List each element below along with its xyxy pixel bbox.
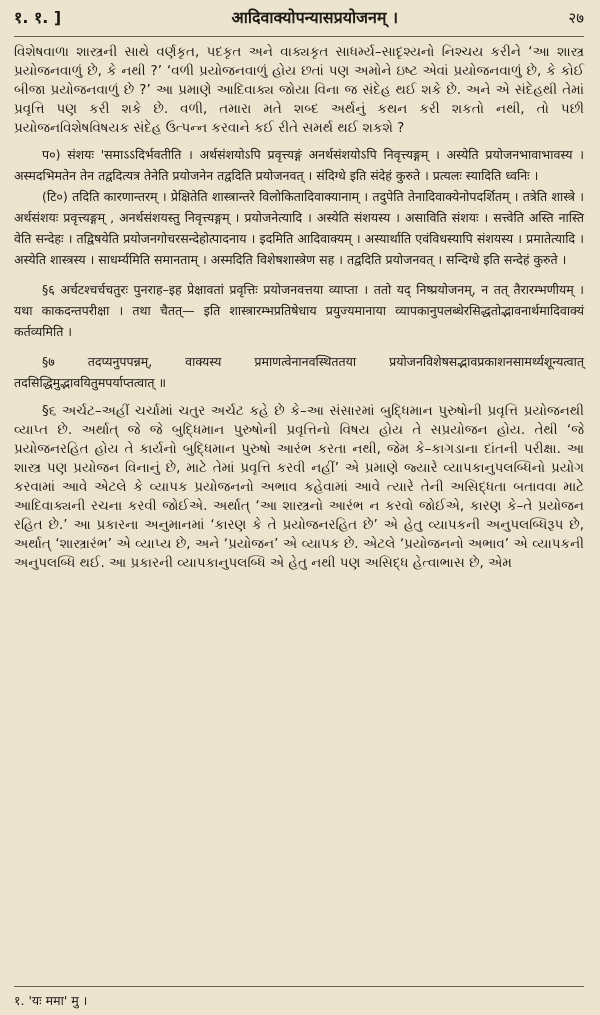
footnote: १. 'यः ममा' मु । <box>14 986 584 1009</box>
gujarati-paragraph-continued: વિશેષવાળા શાસ્ત્રની સાથે વર્ણકૃત, પદકૃત અને વાક્યકૃત સાધર્મ્ય–સાદૃશ્યનો નિશ્ચય કરીને ‘આ શાસ્ત્ર પ્રયોજનવાળું છે, કે નથી ?’ ‘વળી પ્રયોજનવાળું હોય છતાં પણ અમોને ઇષ્ટ એવાં પ્રયોજનવાળું છે, કે કોઈ બીજા પ્રયોજનવાળું છે ?’ આ પ્રમાણે આદિવાક્ય જોયા વિના જ સંદેહ થઈ શકે છે. અને એ સંદેહથી તેમાં પ્રવૃત્તિ પણ કરી શકે છે. વળી, તમારા મતે શબ્દ અર્થનું કથન કરી શકતો નથી, તો પછી પ્રયોજનવિશેષવિષયક સંદેહ ઉત્પન્ન કરવાને કઈ રીતે સમર્થ થઈ શકશે ? <box>14 44 584 136</box>
page-number: २७ <box>568 9 584 27</box>
page-header <box>14 6 584 37</box>
sanskrit-section-6: §६ अर्चटश्चर्चचतुरः पुनराह–इह प्रेक्षावतां प्रवृत्तिः प्रयोजनवत्तया व्याप्ता । ततो यद् निष्प्रयोजनम्, न तत् तैरारम्भणीयम् । यथा काकदन्तपरीक्षा । तथा चैतत्— इति शास्त्रारम्भप्रतिषेधाय प्रयुज्यमानाया व्यापकानुपलब्धेरसिद्धतोद्भावनार्थमादिवाक्यं कर्तव्यमिति । <box>14 282 584 339</box>
sanskrit-note-pa: प०) संशयः 'समाऽऽदिर्भवतीति । अर्थसंशयोऽपि प्रवृत्त्यङ्गं अनर्थसंशयोऽपि निवृत्त्यङ्गम् । अस्येति प्रयोजनभावाभावस्य । अस्मदभिमतेन तेन तद्वदित्यत्र तेनेति प्रयोजनेन तद्वदिति प्रयोजनवत् । संदिग्धे इति संदेहं कुरुते । प्रत्यलः स्यादिति ध्वनिः । <box>14 147 584 183</box>
section-reference: १. १. ] <box>14 8 62 27</box>
gujarati-section-6: §૬ અર્ચટ–અહીં ચર્ચામાં ચતુર અર્ચટ કહે છે કે–આ સંસારમાં બુદ્ધિમાન પુરુષોની પ્રવૃત્તિ પ્રયોજનથી વ્યાપ્ત છે. અર્થાત્ જે જે બુદ્ધિમાન પુરુષોની પ્રવૃત્તિનો વિષય હોય તે સપ્રયોજન હોય. તેથી ‘જે પ્રયોજનરહિત હોય તે કાર્યનો બુદ્ધિમાન પુરુષો આરંભ કરતા નથી, જેમ કે–કાગડાના દાંતની પરીક્ષા. આ શાસ્ત્ર પણ પ્રયોજન વિનાનું છે, માટે તેમાં પ્રવૃત્તિ કરવી નહીં’ એ પ્રમાણે જ્યારે વ્યાપકાનુપલબ્ધિનો પ્રયોગ કરવામાં આવે એટલે કે વ્યાપક પ્રયોજનનો અભાવ કહેવામાં આવે ત્યારે તેની અસિદ્ધતા બતાવવા માટે આદિવાક્યની રચના કરવી જોઈએ. અર્થાત્ ‘આ શાસ્ત્રનો આરંભ ન કરવો જોઈએ, કારણ કે–તે પ્રયોજન રહિત છે.’ આ પ્રકારના અનુમાનમાં ‘કારણ કે તે પ્રયોજનરહિત છે’ એ હેતુ વ્યાપકની અનુપલબ્ધિરૂપ છે, અર્થાત્ ‘શાસ્ત્રારંભ’ એ વ્યાપ્ય છે, અને ‘પ્રયોજન’ એ વ્યાપક છે. એટલે ‘પ્રયોજનનો અભાવ’ એ વ્યાપકની અનુપલબ્ધિ થઈ. આ પ્રકારની વ્યાપકાનુપલબ્ધિ એ હેતુ નથી પણ અસિદ્ધ હેત્વાભાસ છે, એમ <box>14 403 584 571</box>
sanskrit-note-ti: (टि०) तदिति कारणान्तरम् । प्रेक्षितेति शास्त्रान्तरे विलोकितादिवाक्यानाम् । तदुपेति तेनादिवाक्येनोपदर्शितम् । तत्रेति शास्त्रे । अर्थसंशयः प्रवृत्त्यङ्गम् , अनर्थसंशयस्तु निवृत्त्यङ्गम् । प्रयोजनेत्यादि । अस्येति संशयस्य । असाविति संशयः । सत्त्वेति अस्ति नास्ति वेति सन्देहः । तद्विषयेति प्रयोजनगोचरसन्देहोत्पादनाय । इदमिति आदिवाक्यम् । अस्यार्थाति एवंविधस्यापि संशयस्य । प्रमातेत्यादि । अस्येति शास्त्रस्य । साधर्म्यमिति समानताम् । अस्मदिति विशेषशास्त्रेण सह । तद्वदिति प्रयोजनवत् । सन्दिग्धे इति सन्देहं कुरुते । <box>14 189 584 267</box>
sanskrit-section-7: §७ तदप्यनुपपन्नम्, वाक्यस्य प्रमाणत्वेनानवस्थिततया प्रयोजनविशेषसद्भावप्रकाशनसामर्थ्यशून्यत्वात् तदसिद्धिमुद्भावयितुमपर्याप्तत्वात् ॥ <box>14 354 584 390</box>
running-title: आदिवाक्योपन्यासप्रयोजनम् । <box>231 8 399 27</box>
